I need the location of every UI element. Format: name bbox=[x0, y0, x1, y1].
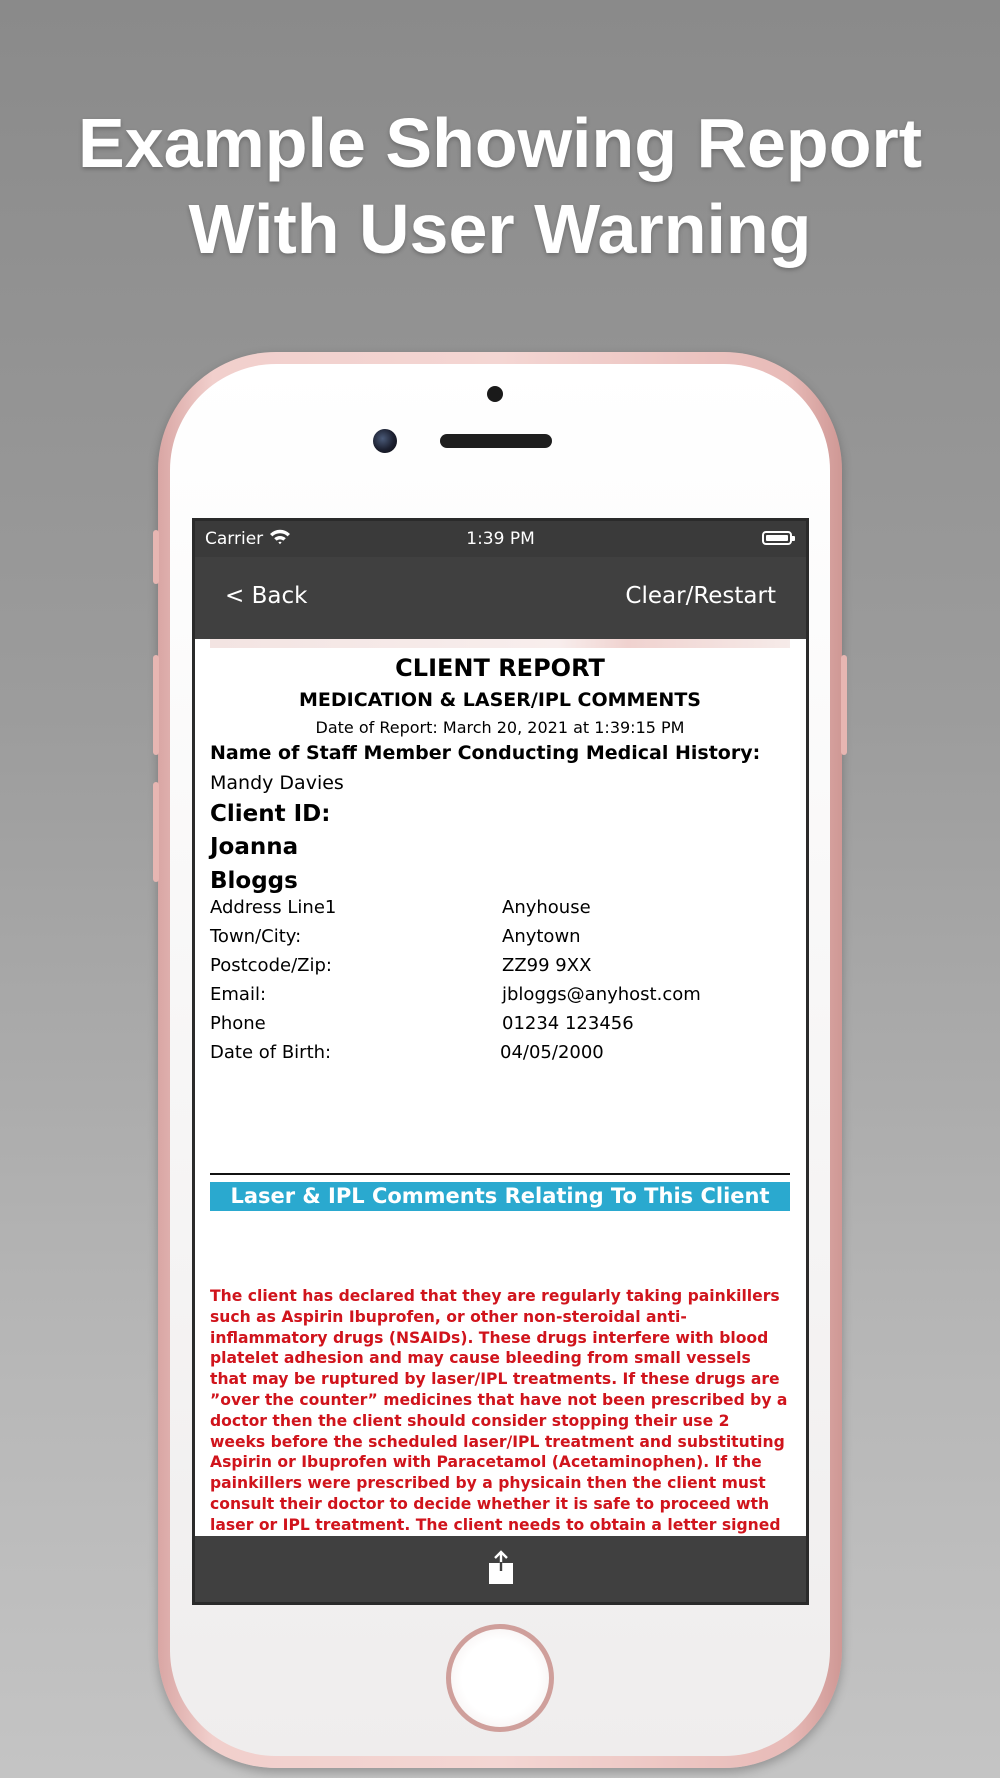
detail-row-address bbox=[210, 897, 790, 926]
client-details bbox=[210, 897, 790, 1071]
detail-label: Email: bbox=[210, 984, 267, 1005]
carrier-label: Carrier bbox=[205, 529, 264, 549]
headline-line-1: Example Showing Report bbox=[78, 104, 922, 182]
power-button bbox=[841, 655, 847, 755]
headline-line-2: With User Warning bbox=[188, 190, 812, 268]
detail-value: Anytown bbox=[502, 926, 581, 947]
staff-label: Name of Staff Member Conducting Medical History: bbox=[210, 742, 761, 764]
detail-row-postcode bbox=[210, 955, 790, 984]
section-heading: Laser & IPL Comments Relating To This Client bbox=[210, 1182, 790, 1211]
app-screen bbox=[195, 521, 806, 1602]
report-subtitle: MEDICATION & LASER/IPL COMMENTS bbox=[299, 689, 701, 711]
staff-name: Mandy Davies bbox=[210, 772, 344, 794]
report-title: CLIENT REPORT bbox=[395, 654, 605, 682]
proximity-sensor bbox=[487, 386, 503, 402]
volume-down-button bbox=[153, 782, 159, 882]
front-camera bbox=[373, 429, 397, 453]
report-date: Date of Report: March 20, 2021 at 1:39:15 PM bbox=[315, 718, 685, 737]
mute-switch bbox=[153, 530, 159, 584]
battery-icon bbox=[762, 531, 792, 545]
detail-label: Town/City: bbox=[210, 926, 302, 947]
clear-restart-button[interactable]: Clear/Restart bbox=[625, 583, 776, 609]
detail-label: Date of Birth: bbox=[210, 1042, 332, 1063]
detail-value: jbloggs@anyhost.com bbox=[502, 984, 701, 1005]
detail-value: Anyhouse bbox=[502, 897, 591, 918]
detail-row-email bbox=[210, 984, 790, 1013]
navigation-bar bbox=[195, 557, 806, 639]
detail-value: ZZ99 9XX bbox=[502, 955, 592, 976]
bottom-toolbar bbox=[195, 1536, 806, 1602]
report-header-strip bbox=[210, 639, 790, 648]
status-bar bbox=[195, 521, 806, 557]
detail-value: 01234 123456 bbox=[502, 1013, 634, 1034]
share-icon[interactable] bbox=[486, 1550, 516, 1586]
detail-label: Postcode/Zip: bbox=[210, 955, 332, 976]
client-first-name: Joanna bbox=[210, 834, 299, 860]
promo-headline bbox=[0, 100, 1000, 272]
client-last-name: Bloggs bbox=[210, 868, 298, 894]
detail-label: Address Line1 bbox=[210, 897, 337, 918]
detail-value: 04/05/2000 bbox=[500, 1042, 604, 1063]
detail-row-phone bbox=[210, 1013, 790, 1042]
volume-up-button bbox=[153, 655, 159, 755]
detail-label: Phone bbox=[210, 1013, 266, 1034]
detail-row-dob bbox=[210, 1042, 790, 1071]
home-button[interactable] bbox=[446, 1624, 554, 1732]
warning-text: The client has declared that they are regularly taking painkillers such as Aspirin Ibuprofen, or other non-steroidal anti-inflammatory drugs (NSAIDs). These drugs interfere with blood platelet adhesion and may cause bleeding from small vessels that may be ruptured by laser/IPL treatments. If these drugs are ”over the counter” medicines that have not been prescribed by a doctor then the client should consider stopping their use 2 weeks before the scheduled laser/IPL treatment and substituting Aspirin or Ibuprofen with Paracetamol (Acetaminophen). If the painkillers were prescribed by a physicain then the client must consult their doctor to decide whether it is safe to proceed wth laser or IPL treatment. The client needs to obtain a letter signed bbox=[210, 1287, 788, 1534]
divider bbox=[210, 1173, 790, 1175]
earpiece-speaker bbox=[440, 434, 552, 448]
back-button[interactable]: < Back bbox=[225, 583, 308, 609]
client-id-label: Client ID: bbox=[210, 801, 331, 827]
status-time: 1:39 PM bbox=[466, 529, 535, 549]
detail-row-town bbox=[210, 926, 790, 955]
